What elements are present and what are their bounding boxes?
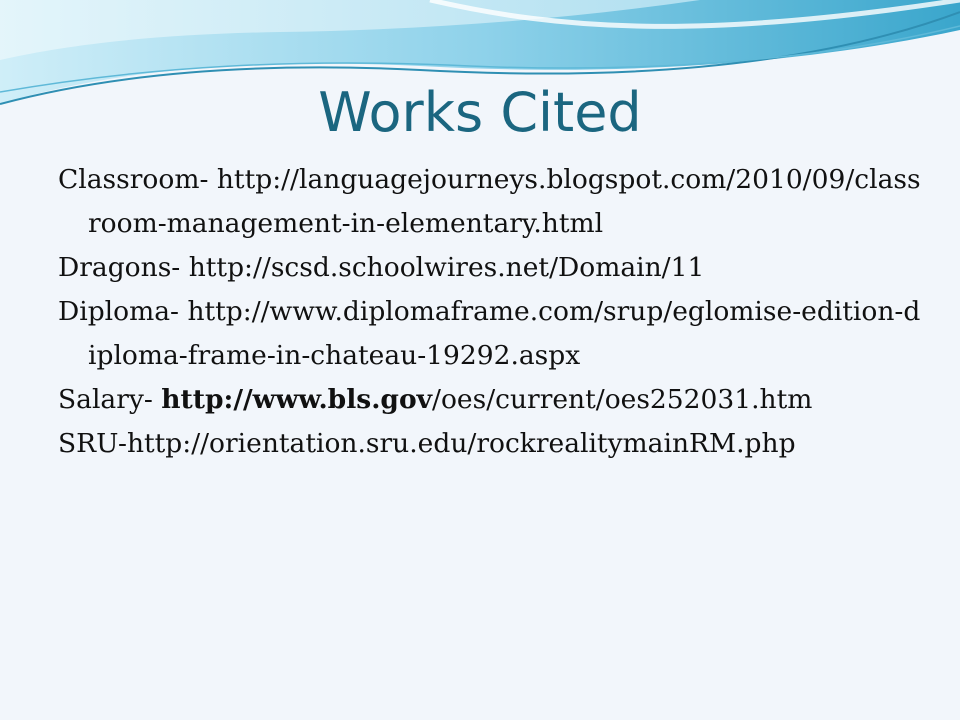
works-cited-list <box>58 158 928 466</box>
citation-label: Diploma- <box>58 296 179 327</box>
citation-label: Salary- <box>58 384 153 415</box>
citation-sru <box>58 422 928 466</box>
citation-diploma <box>58 290 928 378</box>
citation-label: Dragons- <box>58 252 181 283</box>
citation-salary <box>58 378 928 422</box>
citation-url[interactable]: http://scsd.schoolwires.net/Domain/11 <box>188 252 705 283</box>
slide-title: Works Cited <box>318 81 642 144</box>
citation-label: SRU- <box>58 428 127 459</box>
citation-url[interactable]: http://languagejourneys.blogspot.com/2010/09/classroom-management-in-elementary.html <box>88 164 921 239</box>
citation-url-bold[interactable]: http://www.bls.gov <box>161 384 433 415</box>
citation-url[interactable]: http://www.diplomaframe.com/srup/eglomise-edition-diploma-frame-in-chateau-19292.aspx <box>88 296 921 371</box>
citation-url[interactable]: http://orientation.sru.edu/rockrealitymainRM.php <box>126 428 796 459</box>
citation-dragons <box>58 246 928 290</box>
citation-url-rest[interactable]: /oes/current/oes252031.htm <box>432 384 813 415</box>
citation-label: Classroom- <box>58 164 209 195</box>
citation-classroom <box>58 158 928 246</box>
